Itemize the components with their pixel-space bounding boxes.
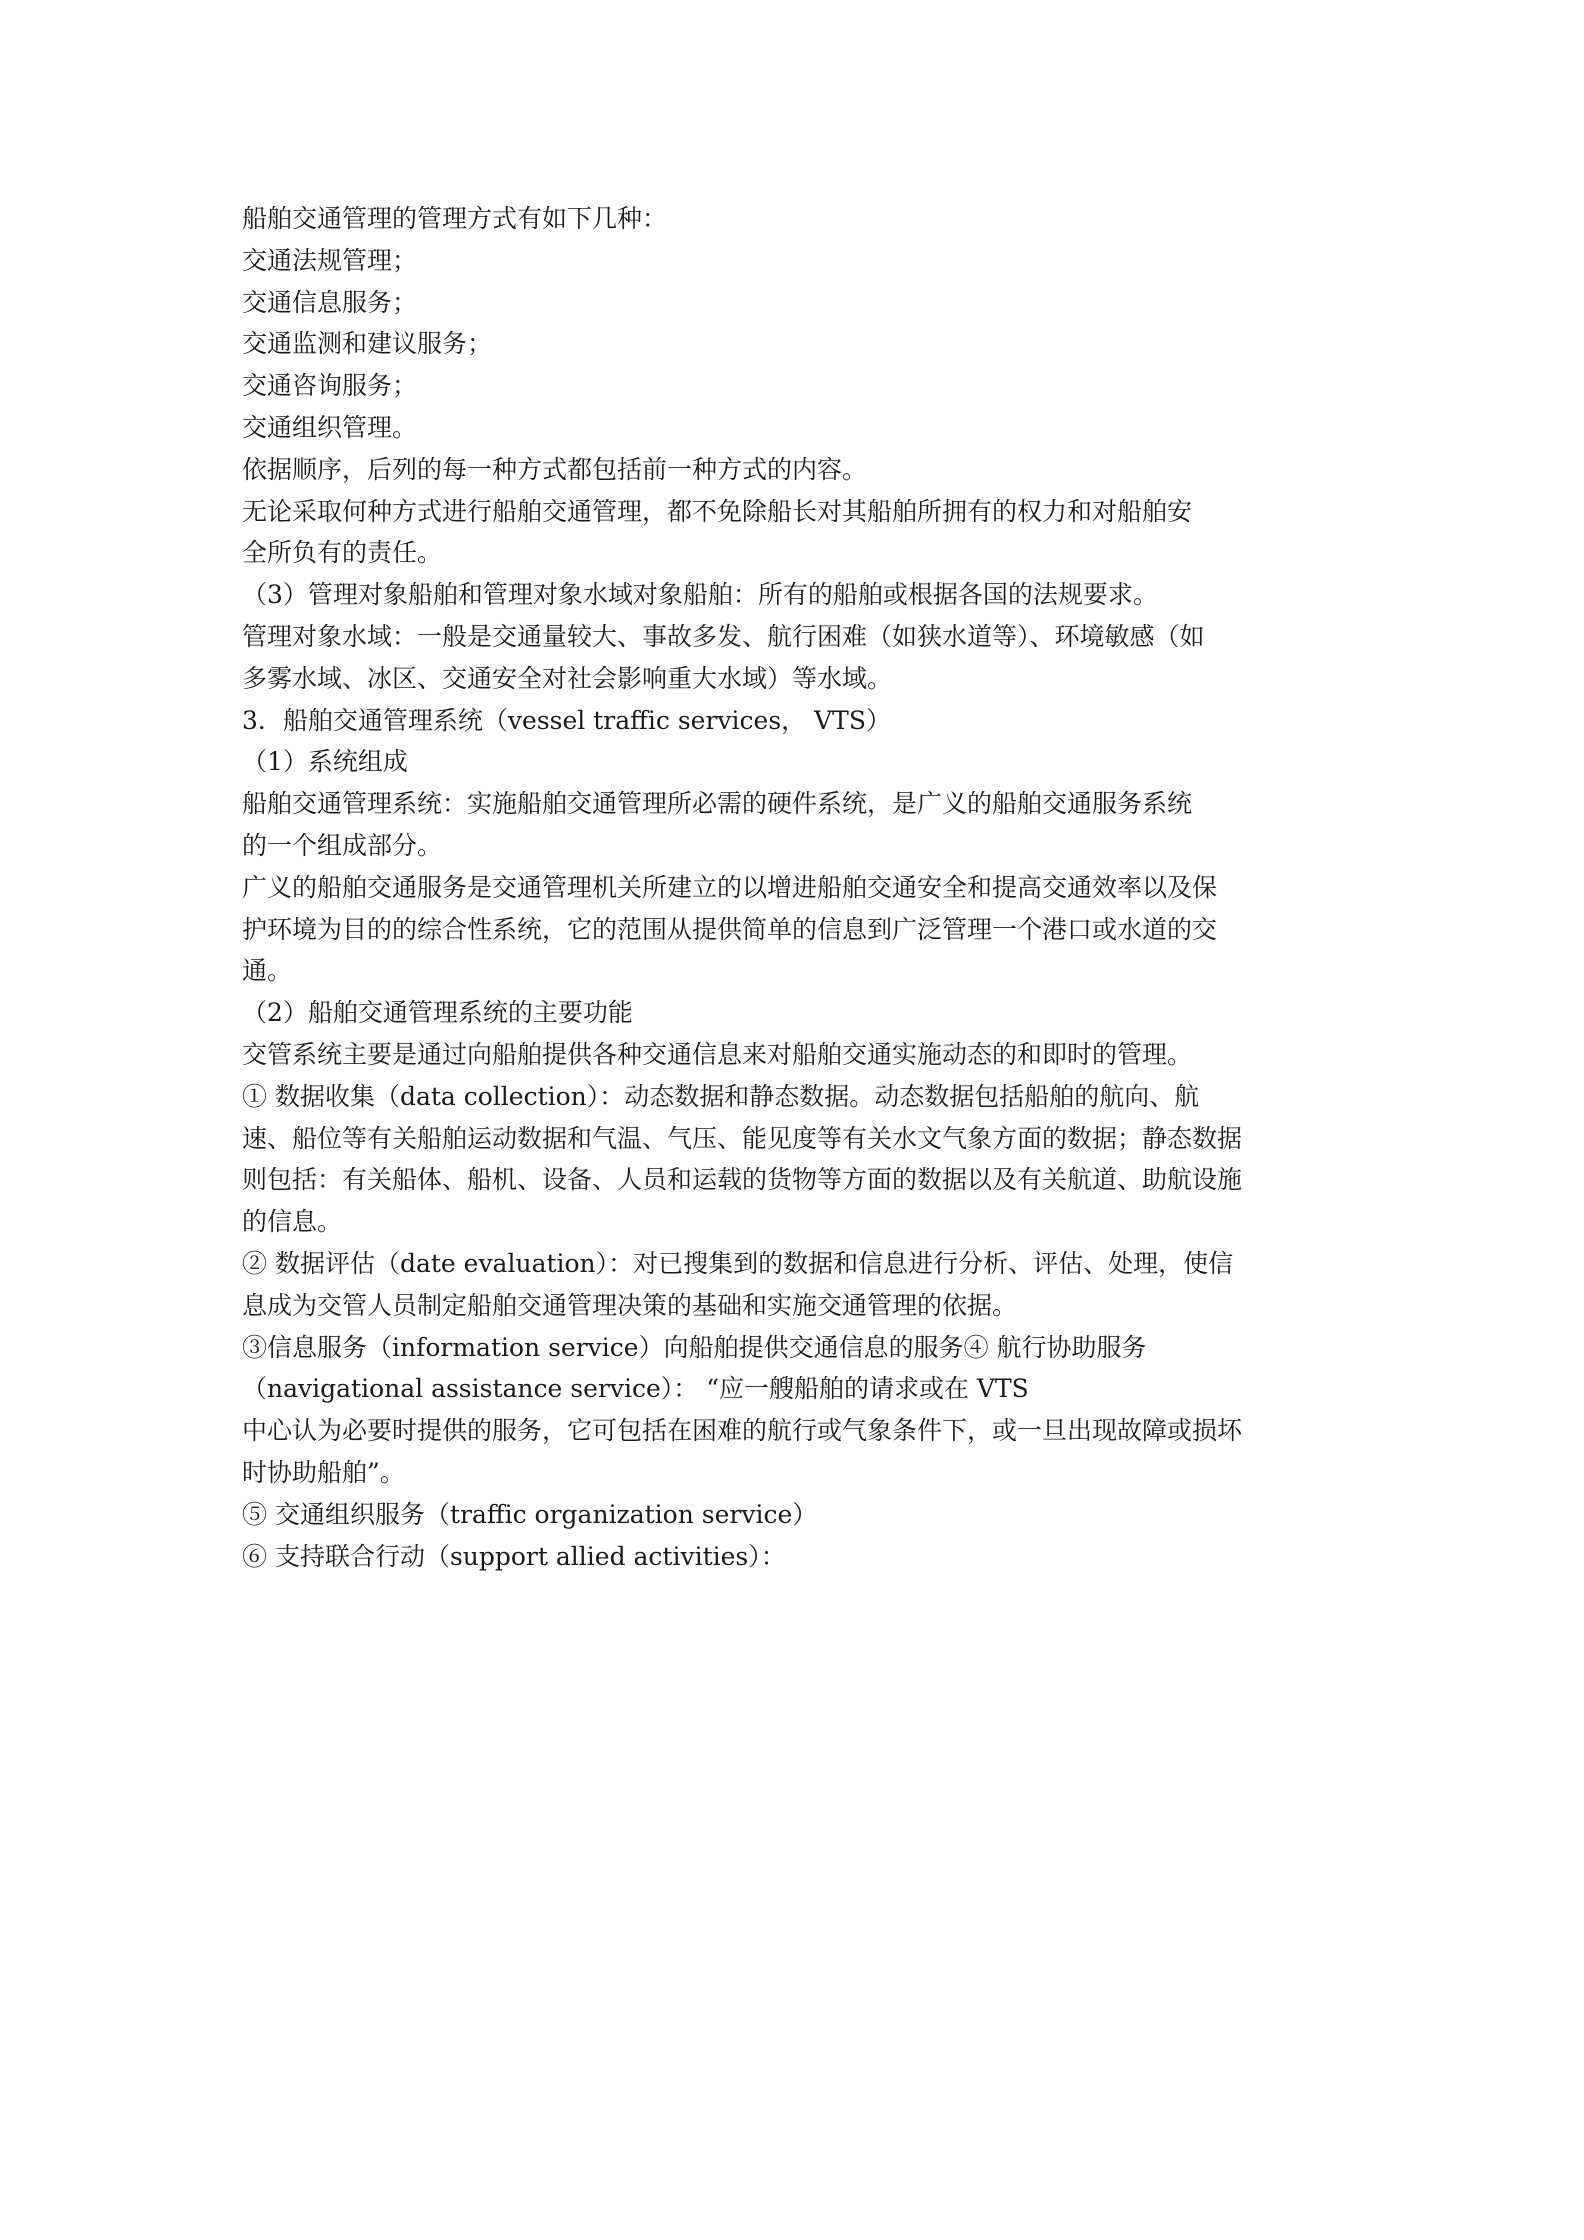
text-line: ① 数据收集（data collection）：动态数据和静态数据。动态数据包括船舶的航向、航	[242, 1081, 1200, 1111]
text-line: 护环境为目的的综合性系统，它的范围从提供简单的信息到广泛管理一个港口或水道的交	[242, 914, 1218, 944]
text-line: 船舶交通管理系统：实施船舶交通管理所必需的硬件系统，是广义的船舶交通服务系统	[242, 789, 1193, 819]
text-line: 船舶交通管理的管理方式有如下几种：	[242, 204, 668, 233]
text-line: 中心认为必要时提供的服务，它可包括在困难的航行或气象条件下，或一旦出现故障或损坏	[242, 1416, 1243, 1446]
text-line: 交通信息服务；	[242, 287, 418, 317]
text-line: 交通监测和建议服务；	[242, 329, 493, 359]
document-body	[242, 198, 1362, 1577]
text-line: 时协助船舶”。	[242, 1457, 405, 1487]
text-line: （3）管理对象船舶和管理对象水域对象船舶：所有的船舶或根据各国的法规要求。	[242, 580, 1158, 610]
text-line: 多雾水域、冰区、交通安全对社会影响重大水域）等水域。	[242, 663, 893, 693]
section-heading: 3．船舶交通管理系统（vessel traffic services， VTS）	[242, 705, 891, 735]
subsection-heading: （1）系统组成	[242, 747, 408, 777]
text-line: ② 数据评估（date evaluation）：对已搜集到的数据和信息进行分析、评估、处理，使信	[242, 1248, 1234, 1278]
text-line: ③信息服务（information service）向船舶提供交通信息的服务④ 航行协助服务	[242, 1332, 1147, 1362]
text-line: 交通法规管理；	[242, 245, 418, 275]
text-line: 依据顺序，后列的每一种方式都包括前一种方式的内容。	[242, 454, 868, 484]
text-line: 交管系统主要是通过向船舶提供各种交通信息来对船舶交通实施动态的和即时的管理。	[242, 1039, 1193, 1069]
text-line: 的一个组成部分。	[242, 830, 443, 860]
text-line: 则包括：有关船体、船机、设备、人员和运载的货物等方面的数据以及有关航道、助航设施	[242, 1165, 1243, 1195]
text-line: 管理对象水域：一般是交通量较大、事故多发、航行困难（如狭水道等）、环境敏感（如	[242, 621, 1205, 651]
text-line: 息成为交管人员制定船舶交通管理决策的基础和实施交通管理的依据。	[242, 1290, 1018, 1320]
text-line: 交通组织管理。	[242, 412, 418, 442]
text-line: 交通咨询服务；	[242, 371, 418, 401]
subsection-heading: （2）船舶交通管理系统的主要功能	[242, 998, 633, 1028]
text-line: 全所负有的责任。	[242, 538, 443, 568]
text-line: 无论采取何种方式进行船舶交通管理，都不免除船长对其船舶所拥有的权力和对船舶安	[242, 496, 1193, 526]
text-line: （navigational assistance service）： “应一艘船舶的请求或在 VTS	[242, 1374, 1029, 1404]
text-line: ⑤ 交通组织服务（traffic organization service）	[242, 1499, 818, 1529]
text-line: ⑥ 支持联合行动（support allied activities）：	[242, 1541, 786, 1571]
text-line: 通。	[242, 956, 293, 986]
text-line: 速、船位等有关船舶运动数据和气温、气压、能见度等有关水文气象方面的数据；静态数据	[242, 1123, 1243, 1153]
text-line: 广义的船舶交通服务是交通管理机关所建立的以增进船舶交通安全和提高交通效率以及保	[242, 872, 1218, 902]
text-line: 的信息。	[242, 1207, 343, 1237]
